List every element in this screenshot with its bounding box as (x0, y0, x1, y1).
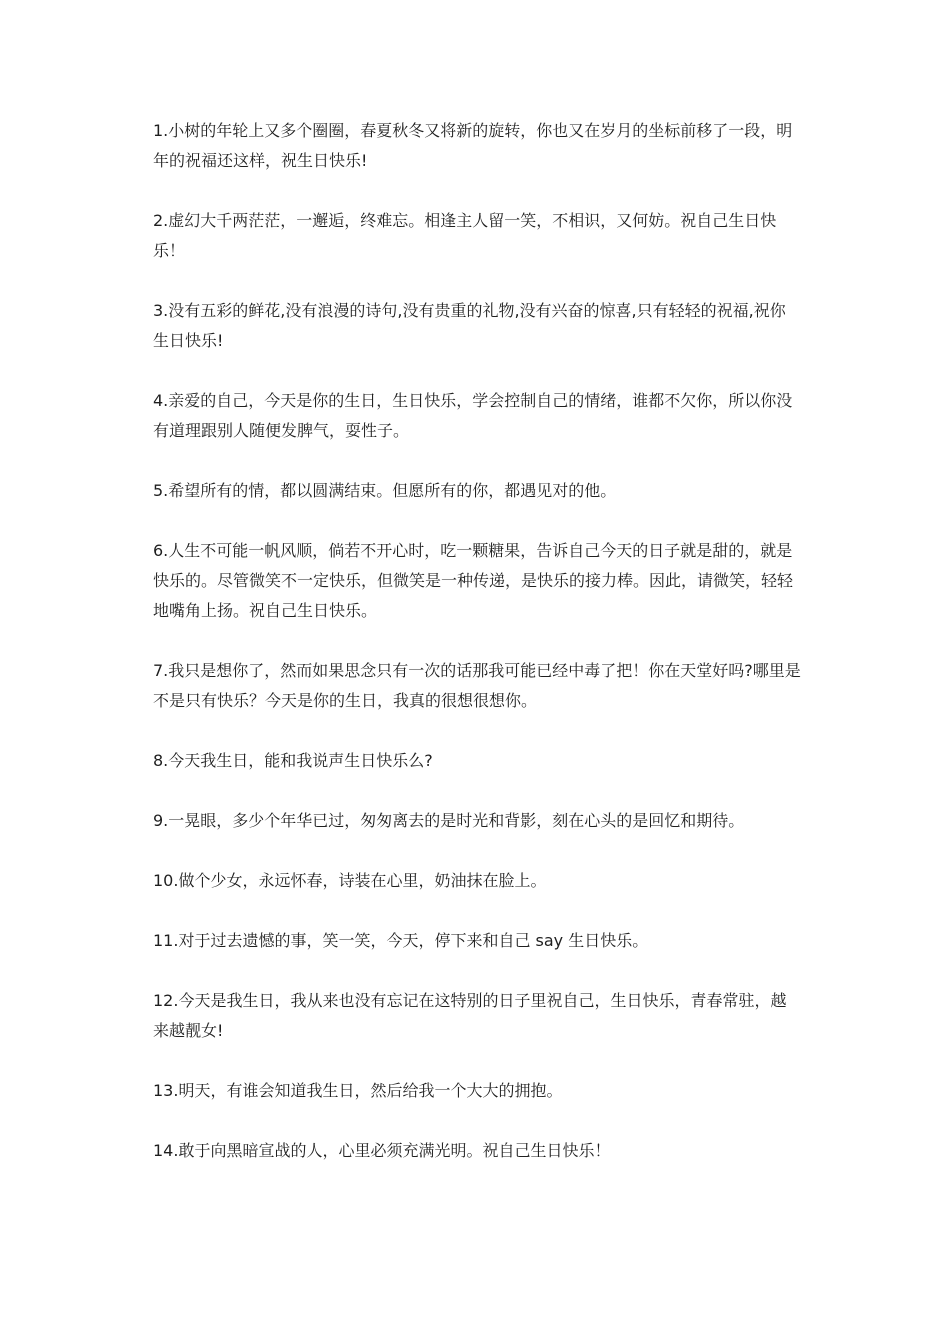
paragraph-2: 2.虚幻大千两茫茫，一邂逅，终难忘。相逢主人留一笑，不相识，又何妨。祝自己生日快乐！ (153, 211, 777, 260)
paragraph-4: 4.亲爱的自己，今天是你的生日，生日快乐，学会控制自己的情绪，谁都不欠你，所以你没有道理跟别人随便发脾气，耍性子。 (153, 391, 793, 440)
paragraph-14: 14.敢于向黑暗宣战的人，心里必须充满光明。祝自己生日快乐！ (153, 1141, 611, 1160)
paragraph-9: 9.一晃眼，多少个年华已过，匆匆离去的是时光和背影，刻在心头的是回忆和期待。 (153, 811, 745, 830)
paragraph-10: 10.做个少女，永远怀春，诗装在心里，奶油抹在脸上。 (153, 871, 547, 890)
paragraph-5: 5.希望所有的情，都以圆满结束。但愿所有的你，都遇见对的他。 (153, 481, 617, 500)
document-body (153, 116, 801, 1196)
paragraph-13: 13.明天，有谁会知道我生日，然后给我一个大大的拥抱。 (153, 1081, 563, 1100)
paragraph-8: 8.今天我生日，能和我说声生日快乐么? (153, 751, 433, 770)
paragraph-1: 1.小树的年轮上又多个圈圈，春夏秋冬又将新的旋转，你也又在岁月的坐标前移了一段，明年的祝福还这样，祝生日快乐! (153, 121, 793, 170)
paragraph-6: 6.人生不可能一帆风顺，倘若不开心时，吃一颗糖果，告诉自己今天的日子就是甜的，就是快乐的。尽管微笑不一定快乐，但微笑是一种传递，是快乐的接力棒。因此，请微笑，轻轻地嘴角上扬。祝自己生日快乐。 (153, 541, 794, 620)
paragraph-12: 12.今天是我生日，我从来也没有忘记在这特别的日子里祝自己，生日快乐，青春常驻，越来越靓女! (153, 991, 787, 1040)
paragraph-7: 7.我只是想你了，然而如果思念只有一次的话那我可能已经中毒了把！你在天堂好吗?哪里是不是只有快乐？今天是你的生日，我真的很想很想你。 (153, 661, 801, 710)
paragraph-3: 3.没有五彩的鲜花,没有浪漫的诗句,没有贵重的礼物,没有兴奋的惊喜,只有轻轻的祝福,祝你生日快乐! (153, 301, 786, 350)
paragraph-11: 11.对于过去遗憾的事，笑一笑，今天，停下来和自己 say 生日快乐。 (153, 931, 649, 950)
